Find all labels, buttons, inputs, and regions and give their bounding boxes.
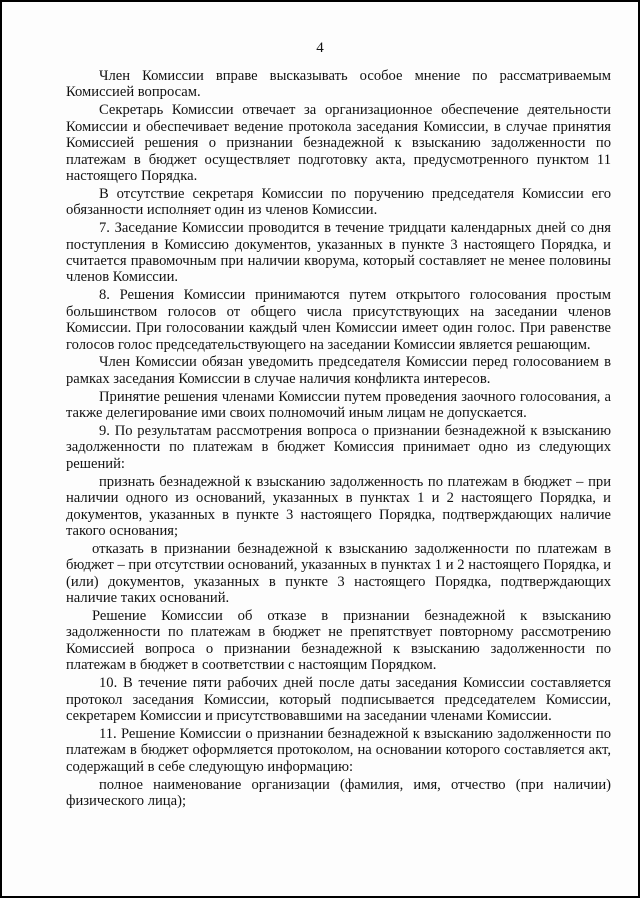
paragraph: Принятие решения членами Комиссии путем проведения заочного голосования, а также делегирование ими своих полномочий иным лицам не допускается. <box>66 388 611 422</box>
paragraph: 10. В течение пяти рабочих дней после даты заседания Комиссии составляется протокол заседания Комиссии, который подписывается председателем Комиссии, секретарем Комиссии и присутствовавшими на заседании членами Комиссии. <box>66 675 611 724</box>
paragraph: В отсутствие секретаря Комиссии по поручению председателя Комиссии его обязанности исполняет один из членов Комиссии. <box>66 185 611 219</box>
paragraph: Член Комиссии обязан уведомить председателя Комиссии перед голосованием в рамках заседания Комиссии в случае наличия конфликта интересов. <box>66 354 611 387</box>
page-number: 4 <box>316 40 324 56</box>
paragraph: полное наименование организации (фамилия, имя, отчество (при наличии) физического лица); <box>66 776 611 809</box>
scan-border-left <box>0 0 2 898</box>
paragraph: Решение Комиссии об отказе в признании безнадежной к взысканию задолженности по платежам в бюджет не препятствует повторному рассмотрению Комиссией вопроса о признании безнадежной к взысканию задолженности по платежам в бюджет в соответствии с настоящим Порядком. <box>66 608 611 674</box>
paragraph: признать безнадежной к взысканию задолженность по платежам в бюджет – при наличии одного из оснований, указанных в пунктах 1 и 2 настоящего Порядка, и документов, указанных в пункте 3 настоящего Порядка, подтверждающих наличие такого основания; <box>66 473 611 539</box>
paragraph: 8. Решения Комиссии принимаются путем открытого голосования простым большинством голосов от общего числа присутствующих на заседании членов Комиссии. При голосовании каждый член Комиссии имеет один голос. При равенстве голосов голос председательствующего на заседании Комиссии является решающим. <box>66 287 611 353</box>
scan-border-top <box>0 0 640 2</box>
paragraph: отказать в признании безнадежной к взысканию задолженности по платежам в бюджет – при отсутствии оснований, указанных в пунктах 1 и 2 настоящего Порядка, и (или) документов, указанных в пункте 3 настоящего Порядка, подтверждающих наличие таких оснований. <box>66 540 611 607</box>
paragraph: Секретарь Комиссии отвечает за организационное обеспечение деятельности Комиссии и обеспечивает ведение протокола заседания Комиссии, в случае принятия Комиссией решения о признании безнадежной к взысканию задолженности по платежам в бюджет осуществляет подготовку акта, предусмотренного пунктом 11 настоящего Порядка. <box>66 102 611 184</box>
paragraph: 9. По результатам рассмотрения вопроса о признании безнадежной к взысканию задолженности по платежам в бюджет Комиссия принимает одно из следующих решений: <box>66 423 611 472</box>
paragraph: Член Комиссии вправе высказывать особое мнение по рассматриваемым Комиссией вопросам. <box>66 68 611 101</box>
paragraph: 7. Заседание Комиссии проводится в течение тридцати календарных дней со дня поступления в Комиссию документов, указанных в пункте 3 настоящего Порядка, и считается правомочным при наличии кворума, который составляет не менее половины членов Комиссии. <box>66 220 611 286</box>
paragraph: 11. Решение Комиссии о признании безнадежной к взысканию задолженности по платежам в бюджет оформляется протоколом, на основании которого составляется акт, содержащий в себе следующую информацию: <box>66 725 611 775</box>
document-body <box>66 68 611 811</box>
